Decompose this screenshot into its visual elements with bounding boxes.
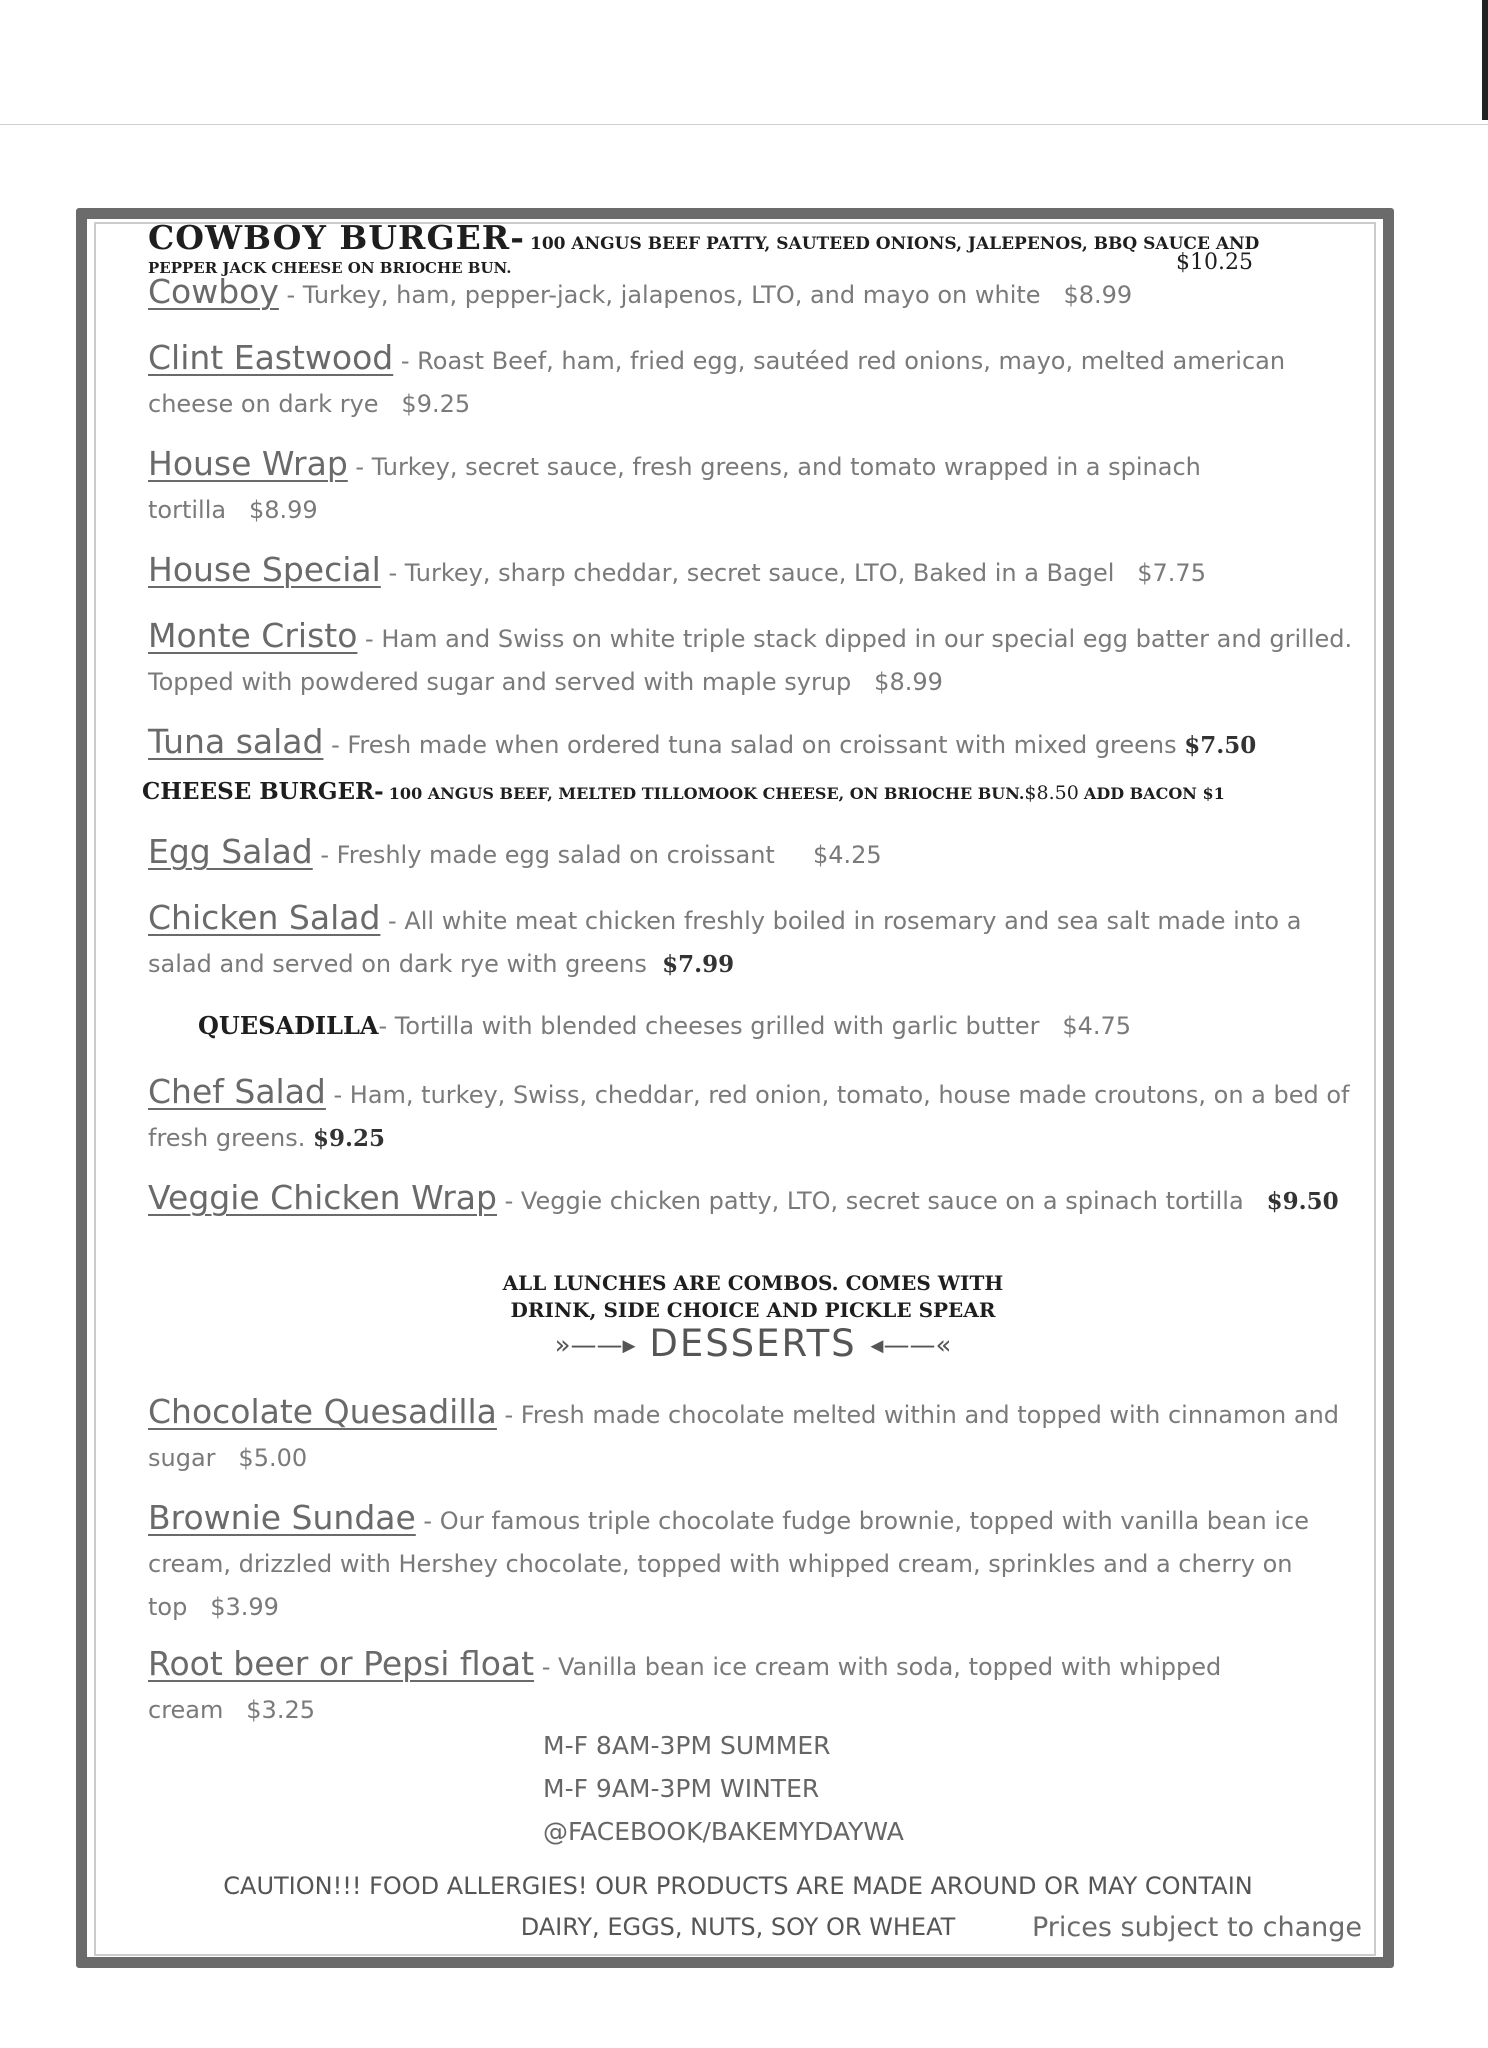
item-price: $8.99 — [874, 668, 943, 696]
caution-line2: DAIRY, EGGS, NUTS, SOY OR WHEAT — [520, 1913, 956, 1941]
hours-summer: M-F 8AM-3PM SUMMER — [543, 1731, 831, 1760]
item-desc: - Turkey, sharp cheddar, secret sauce, LTO, Baked in a Bagel — [380, 559, 1115, 587]
combo-note — [148, 1270, 1358, 1324]
dessert-item — [148, 1390, 1358, 1480]
menu-item — [148, 336, 1358, 426]
item-price: $3.25 — [246, 1696, 315, 1724]
item-price: $9.25 — [313, 1125, 386, 1152]
menu-item — [148, 1070, 1358, 1160]
item-desc: - Vanilla bean ice cream with soda, topped with whipped cream — [148, 1653, 1222, 1724]
item-desc: - Fresh made when ordered tuna salad on croissant with mixed greens — [323, 731, 1177, 759]
item-price: $7.99 — [662, 951, 735, 978]
dessert-item — [148, 1496, 1358, 1629]
item-desc: - Veggie chicken patty, LTO, secret sauce on a spinach tortilla — [496, 1187, 1244, 1215]
menu-item — [148, 1176, 1358, 1223]
facebook-handle: @FACEBOOK/BAKEMYDAYWA — [543, 1817, 904, 1846]
item-price: $3.99 — [210, 1593, 279, 1621]
scan-edge-mark — [1482, 0, 1488, 120]
prices-note: Prices subject to change — [1032, 1912, 1363, 1943]
arrow-right-icon: »——▸ — [554, 1330, 636, 1361]
menu-item — [148, 720, 1358, 767]
cowboy-burger-price: $10.25 — [1176, 250, 1253, 275]
item-desc: - Ham, turkey, Swiss, cheddar, red onion, tomato, house made croutons, on a bed of fresh greens. — [148, 1081, 1350, 1152]
quesadilla-desc: - Tortilla with blended cheeses grilled with garlic butter — [378, 1012, 1040, 1040]
desserts-title: DESSERTS — [649, 1322, 857, 1365]
menu-item — [148, 548, 1358, 595]
cheese-burger-addon: ADD BACON $1 — [1083, 784, 1225, 803]
item-name: Veggie Chicken Wrap — [148, 1178, 497, 1217]
menu-item — [148, 614, 1358, 704]
scan-rule — [0, 124, 1488, 125]
item-name: House Special — [148, 550, 381, 589]
quesadilla-block — [198, 1004, 1408, 1048]
cheese-burger-desc: 100 ANGUS BEEF, MELTED TILLOMOOK CHEESE, ON BRIOCHE BUN. — [388, 784, 1025, 803]
item-desc: - Our famous triple chocolate fudge brownie, topped with vanilla bean ice cream, drizzled with Hershey chocolate, topped with whipped cream, sprinkles and a cherry on top — [148, 1507, 1309, 1621]
item-price: $8.99 — [248, 496, 318, 524]
cowboy-burger-desc-2: PEPPER JACK CHEESE ON BRIOCHE BUN. — [148, 259, 512, 277]
item-price: $8.99 — [1063, 281, 1133, 309]
item-price: $7.75 — [1137, 559, 1206, 587]
menu-item — [148, 830, 1358, 877]
item-price: $9.25 — [401, 390, 471, 418]
item-desc: - Fresh made chocolate melted within and topped with cinnamon and sugar — [148, 1401, 1340, 1472]
combo-note-line1: ALL LUNCHES ARE COMBOS. COMES WITH — [502, 1271, 1004, 1295]
item-desc: - Freshly made egg salad on croissant — [312, 841, 775, 869]
combo-note-line2: DRINK, SIDE CHOICE AND PICKLE SPEAR — [510, 1298, 996, 1322]
item-price: $5.00 — [238, 1444, 308, 1472]
caution-line1: CAUTION!!! FOOD ALLERGIES! OUR PRODUCTS ARE MADE AROUND OR MAY CONTAIN — [223, 1872, 1253, 1900]
cowboy-burger-name: COWBOY BURGER- — [148, 218, 525, 257]
item-name: Brownie Sundae — [148, 1498, 416, 1537]
item-name: House Wrap — [148, 444, 348, 483]
dessert-item — [148, 1642, 1358, 1732]
item-desc: - All white meat chicken freshly boiled in rosemary and sea salt made into a salad and served on dark rye with greens — [148, 907, 1302, 978]
item-desc: - Ham and Swiss on white triple stack dipped in our special egg batter and grilled. Topped with powdered sugar and served with maple syrup — [148, 625, 1353, 696]
cheese-burger-price: $8.50 — [1024, 782, 1079, 804]
cheese-burger-block — [142, 778, 1352, 805]
item-name: Chef Salad — [148, 1072, 326, 1111]
item-name: Cowboy — [148, 272, 279, 311]
item-name: Chicken Salad — [148, 898, 381, 937]
menu-item — [148, 896, 1358, 986]
item-price: $7.50 — [1184, 732, 1257, 759]
menu-item — [148, 270, 1358, 317]
item-name: Tuna salad — [148, 722, 324, 761]
item-desc: - Turkey, ham, pepper-jack, jalapenos, LTO, and mayo on white — [278, 281, 1041, 309]
hours-winter: M-F 9AM-3PM WINTER — [543, 1774, 820, 1803]
quesadilla-name: QUESADILLA — [198, 1011, 379, 1040]
item-name: Root beer or Pepsi float — [148, 1644, 535, 1683]
arrow-left-icon: ◂——« — [870, 1330, 952, 1361]
item-name: Monte Cristo — [148, 616, 358, 655]
item-name: Chocolate Quesadilla — [148, 1392, 497, 1431]
cowboy-burger-desc-1: 100 ANGUS BEEF PATTY, SAUTEED ONIONS, JALEPENOS, BBQ SAUCE AND — [530, 234, 1260, 254]
desserts-heading — [148, 1322, 1358, 1368]
menu-item — [148, 442, 1358, 532]
item-name: Clint Eastwood — [148, 338, 394, 377]
item-desc: - Turkey, secret sauce, fresh greens, and tomato wrapped in a spinach tortilla — [148, 453, 1201, 524]
item-desc: - Roast Beef, ham, fried egg, sautéed red onions, mayo, melted american cheese on dark rye — [148, 347, 1286, 418]
quesadilla-price: $4.75 — [1062, 1012, 1132, 1040]
item-price: $4.25 — [812, 841, 882, 869]
item-price: $9.50 — [1266, 1188, 1339, 1215]
cheese-burger-name: CHEESE BURGER- — [142, 778, 384, 805]
hours-block — [543, 1724, 904, 1853]
item-name: Egg Salad — [148, 832, 313, 871]
